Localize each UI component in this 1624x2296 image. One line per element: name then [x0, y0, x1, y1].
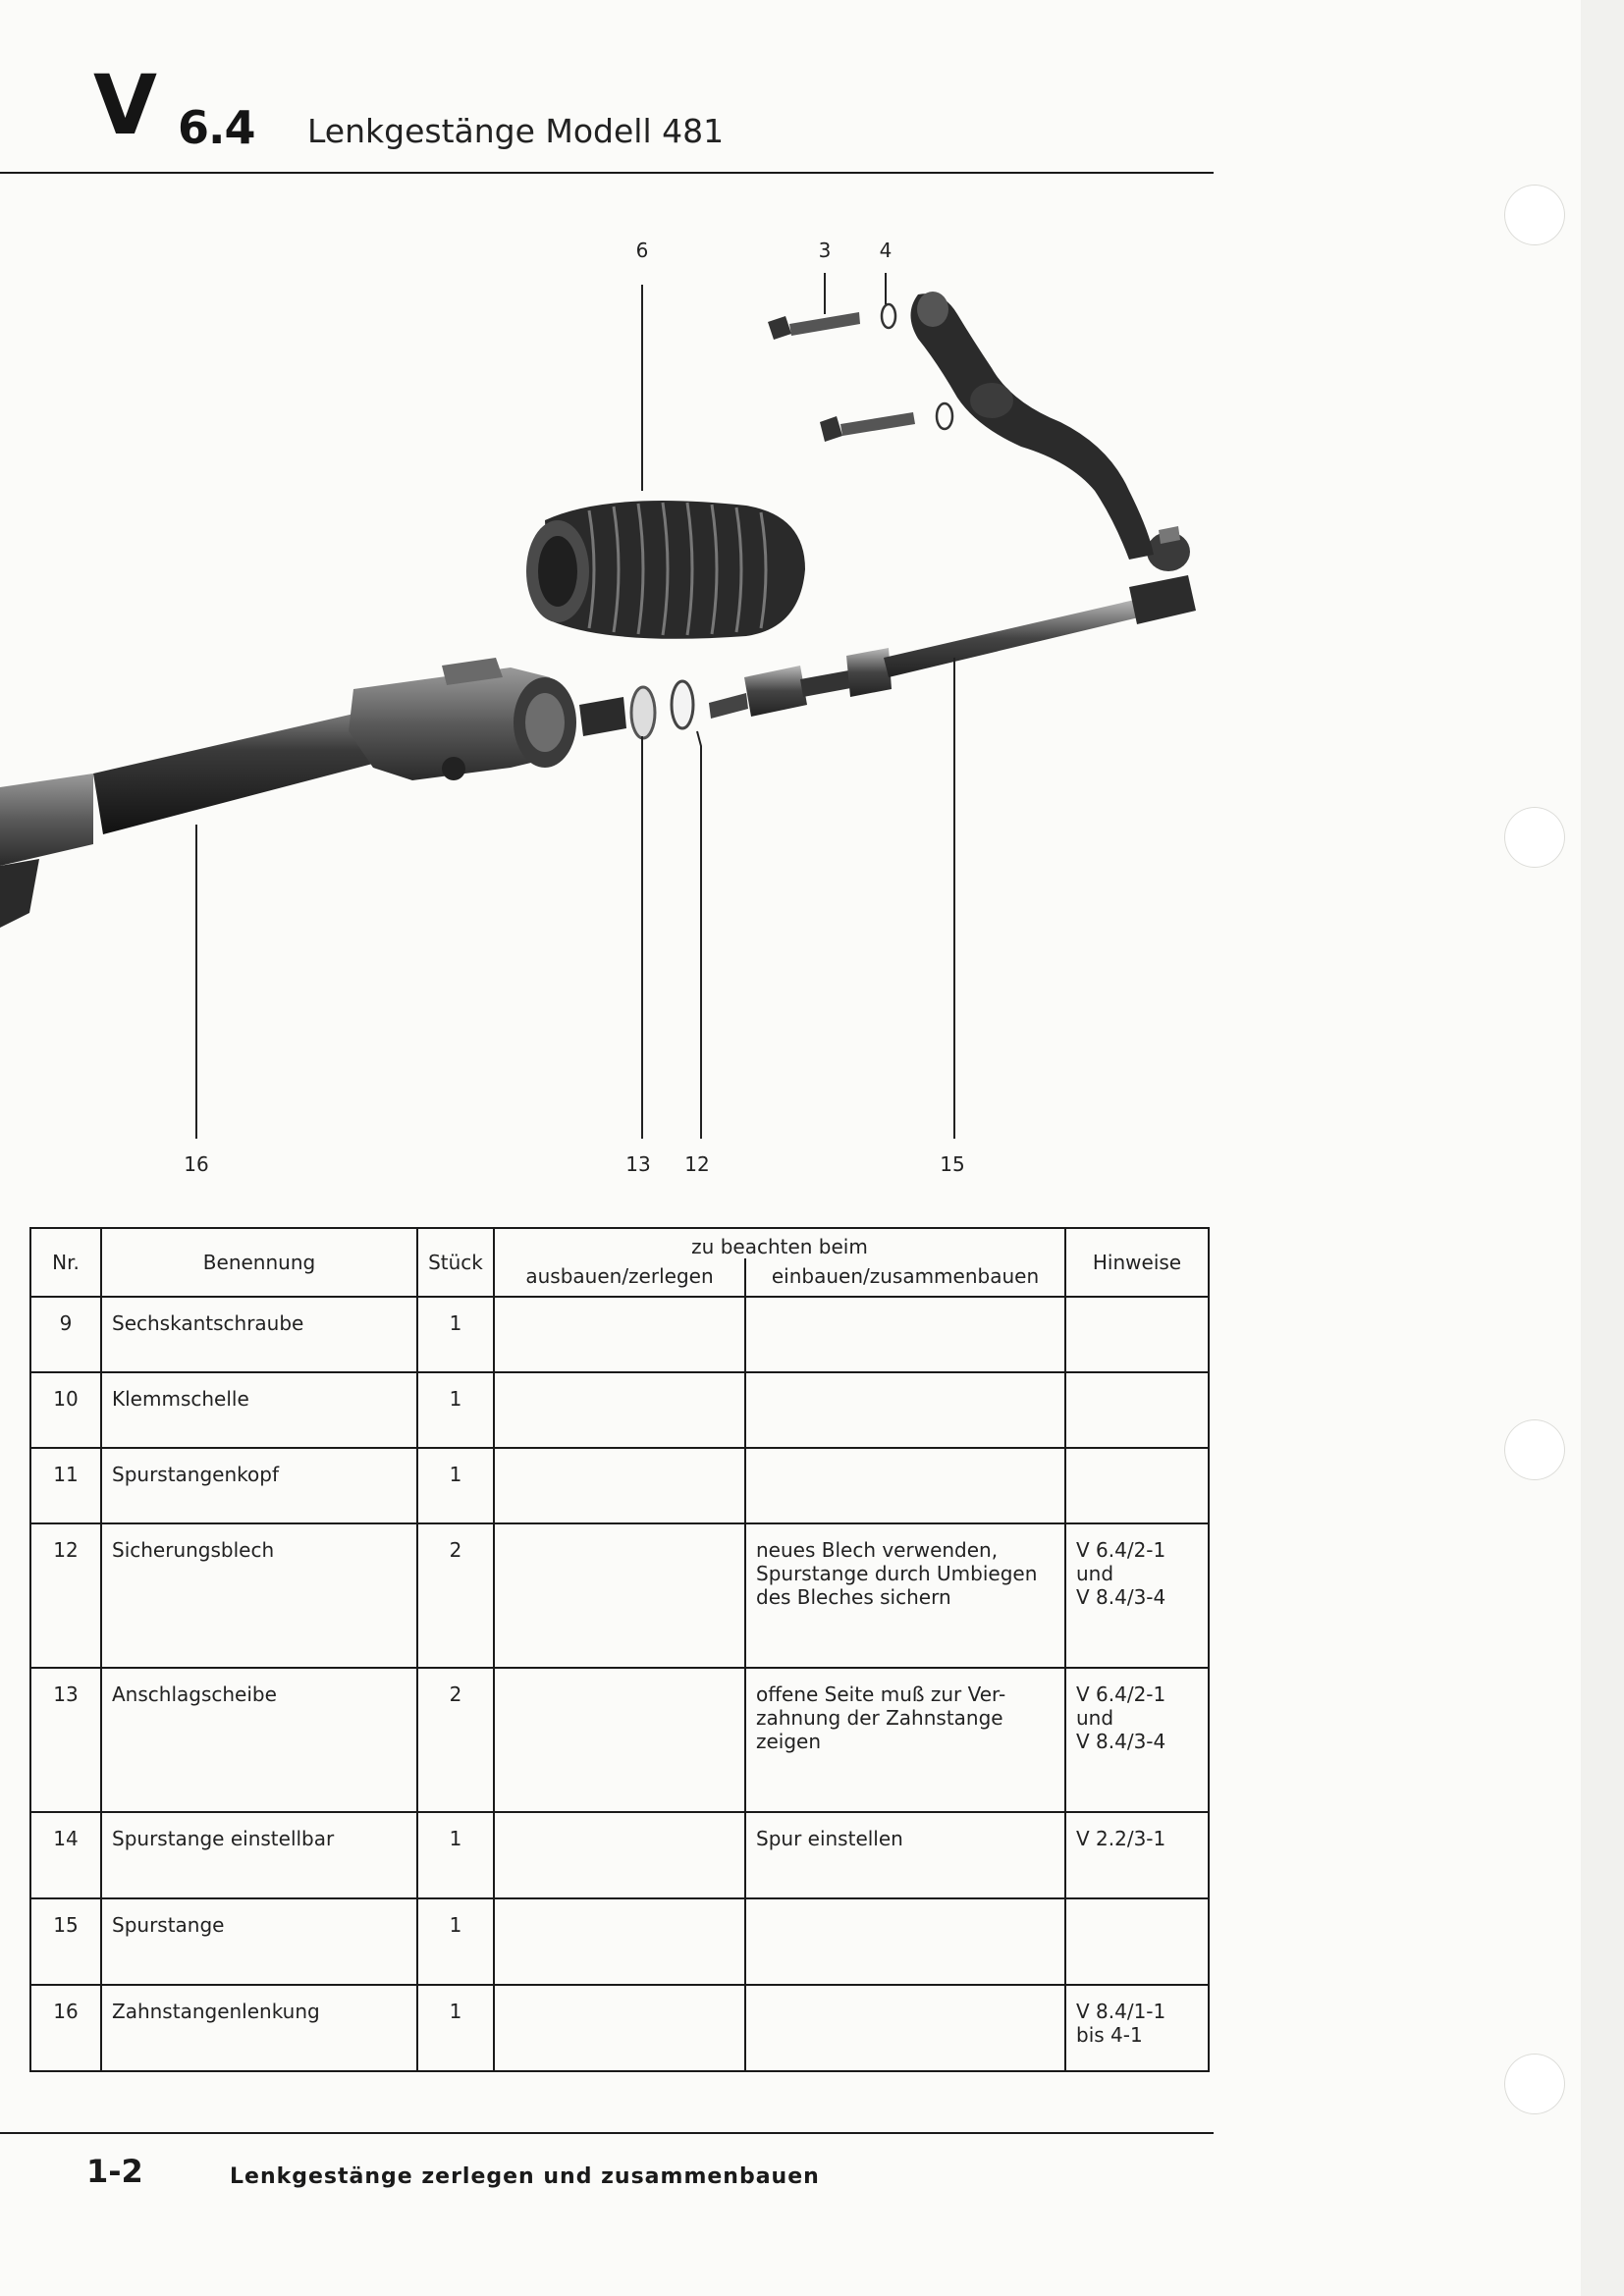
- cell-name: Zahnstangenlenkung: [101, 1985, 417, 2071]
- cell-name: Spurstange: [101, 1898, 417, 1985]
- hex-bolt: [768, 312, 860, 340]
- cell-nr: 15: [30, 1898, 101, 1985]
- cell-qty: 2: [417, 1668, 494, 1812]
- cell-install: neues Blech verwenden, Spurstange durch Umbiegen des Bleches sichern: [745, 1523, 1065, 1668]
- cell-qty: 2: [417, 1523, 494, 1668]
- callout-3: 3: [818, 239, 832, 262]
- cell-qty: 1: [417, 1448, 494, 1523]
- cell-qty: 1: [417, 1297, 494, 1372]
- table-row: [30, 1668, 1209, 1812]
- cell-nr: 11: [30, 1448, 101, 1523]
- col-header-group: zu beachten beim: [494, 1228, 1065, 1258]
- cell-ref: [1065, 1898, 1209, 1985]
- footer-title: Lenkgestänge zerlegen und zusammenbauen: [230, 2164, 820, 2189]
- parts-table: [29, 1227, 1210, 2072]
- cell-removal: [494, 1448, 745, 1523]
- cell-ref: [1065, 1448, 1209, 1523]
- page-number: 1-2: [86, 2153, 143, 2190]
- cell-name: Klemmschelle: [101, 1372, 417, 1448]
- table-row: [30, 1448, 1209, 1523]
- cell-ref: V 6.4/2-1 und V 8.4/3-4: [1065, 1523, 1209, 1668]
- col-header-name: Benennung: [101, 1228, 417, 1297]
- cell-name: Anschlagscheibe: [101, 1668, 417, 1812]
- cell-removal: [494, 1812, 745, 1898]
- cell-removal: [494, 1985, 745, 2071]
- table-row: [30, 1985, 1209, 2071]
- cell-name: Spurstangenkopf: [101, 1448, 417, 1523]
- cell-ref: V 8.4/1-1 bis 4-1: [1065, 1985, 1209, 2071]
- col-header-install: einbauen/zusammenbauen: [745, 1258, 1065, 1297]
- hex-bolt: [820, 412, 915, 442]
- footer-rule: [0, 2132, 1214, 2134]
- punch-hole: [1504, 807, 1565, 868]
- cell-removal: [494, 1372, 745, 1448]
- cell-install: [745, 1898, 1065, 1985]
- cell-nr: 13: [30, 1668, 101, 1812]
- cell-install: [745, 1372, 1065, 1448]
- cell-nr: 14: [30, 1812, 101, 1898]
- cell-ref: [1065, 1372, 1209, 1448]
- exploded-view-illustration: [0, 167, 1237, 1198]
- callout-12: 12: [684, 1152, 710, 1176]
- callout-16: 16: [184, 1152, 209, 1176]
- cell-ref: V 2.2/3-1: [1065, 1812, 1209, 1898]
- cell-install: Spur einstellen: [745, 1812, 1065, 1898]
- callout-6: 6: [635, 239, 649, 262]
- punch-hole: [1504, 2054, 1565, 2114]
- table-row: [30, 1812, 1209, 1898]
- cell-nr: 12: [30, 1523, 101, 1668]
- col-header-removal: ausbauen/zerlegen: [494, 1258, 745, 1297]
- section-number: 6.4: [178, 101, 255, 154]
- callout-15: 15: [940, 1152, 965, 1176]
- steering-arm: [911, 292, 1155, 560]
- cell-name: Sechskantschraube: [101, 1297, 417, 1372]
- cell-removal: [494, 1523, 745, 1668]
- cell-qty: 1: [417, 1372, 494, 1448]
- table-row: [30, 1898, 1209, 1985]
- punch-hole: [1504, 1419, 1565, 1480]
- cell-qty: 1: [417, 1812, 494, 1898]
- callout-13: 13: [625, 1152, 651, 1176]
- callout-4: 4: [879, 239, 893, 262]
- cell-qty: 1: [417, 1985, 494, 2071]
- cell-qty: 1: [417, 1898, 494, 1985]
- lock-plate: [672, 681, 693, 728]
- cell-install: [745, 1297, 1065, 1372]
- spring-washer: [882, 304, 895, 328]
- cell-install: offene Seite muß zur Ver- zahnung der Zahnstange zeigen: [745, 1668, 1065, 1812]
- cell-removal: [494, 1668, 745, 1812]
- table-row: [30, 1297, 1209, 1372]
- cell-name: Spurstange einstellbar: [101, 1812, 417, 1898]
- cell-install: [745, 1448, 1065, 1523]
- leader-line: [697, 731, 701, 1139]
- bellows-boot: [526, 501, 805, 639]
- rack-and-pinion-steering: [0, 658, 626, 928]
- cell-nr: 9: [30, 1297, 101, 1372]
- cell-nr: 16: [30, 1985, 101, 2071]
- col-header-qty: Stück: [417, 1228, 494, 1297]
- cell-name: Sicherungsblech: [101, 1523, 417, 1668]
- table-row: [30, 1372, 1209, 1448]
- table-row: [30, 1523, 1209, 1668]
- cell-ref: [1065, 1297, 1209, 1372]
- spring-washer: [937, 403, 952, 429]
- col-header-nr: Nr.: [30, 1228, 101, 1297]
- col-header-notes: Hinweise: [1065, 1228, 1209, 1297]
- cell-nr: 10: [30, 1372, 101, 1448]
- cell-removal: [494, 1898, 745, 1985]
- section-letter: V: [93, 57, 154, 153]
- cell-install: [745, 1985, 1065, 2071]
- punch-hole: [1504, 185, 1565, 245]
- cell-removal: [494, 1297, 745, 1372]
- cell-ref: V 6.4/2-1 und V 8.4/3-4: [1065, 1668, 1209, 1812]
- stop-washer: [631, 687, 655, 738]
- page-title: Lenkgestänge Modell 481: [307, 112, 725, 150]
- paper-edge: [1581, 0, 1624, 2296]
